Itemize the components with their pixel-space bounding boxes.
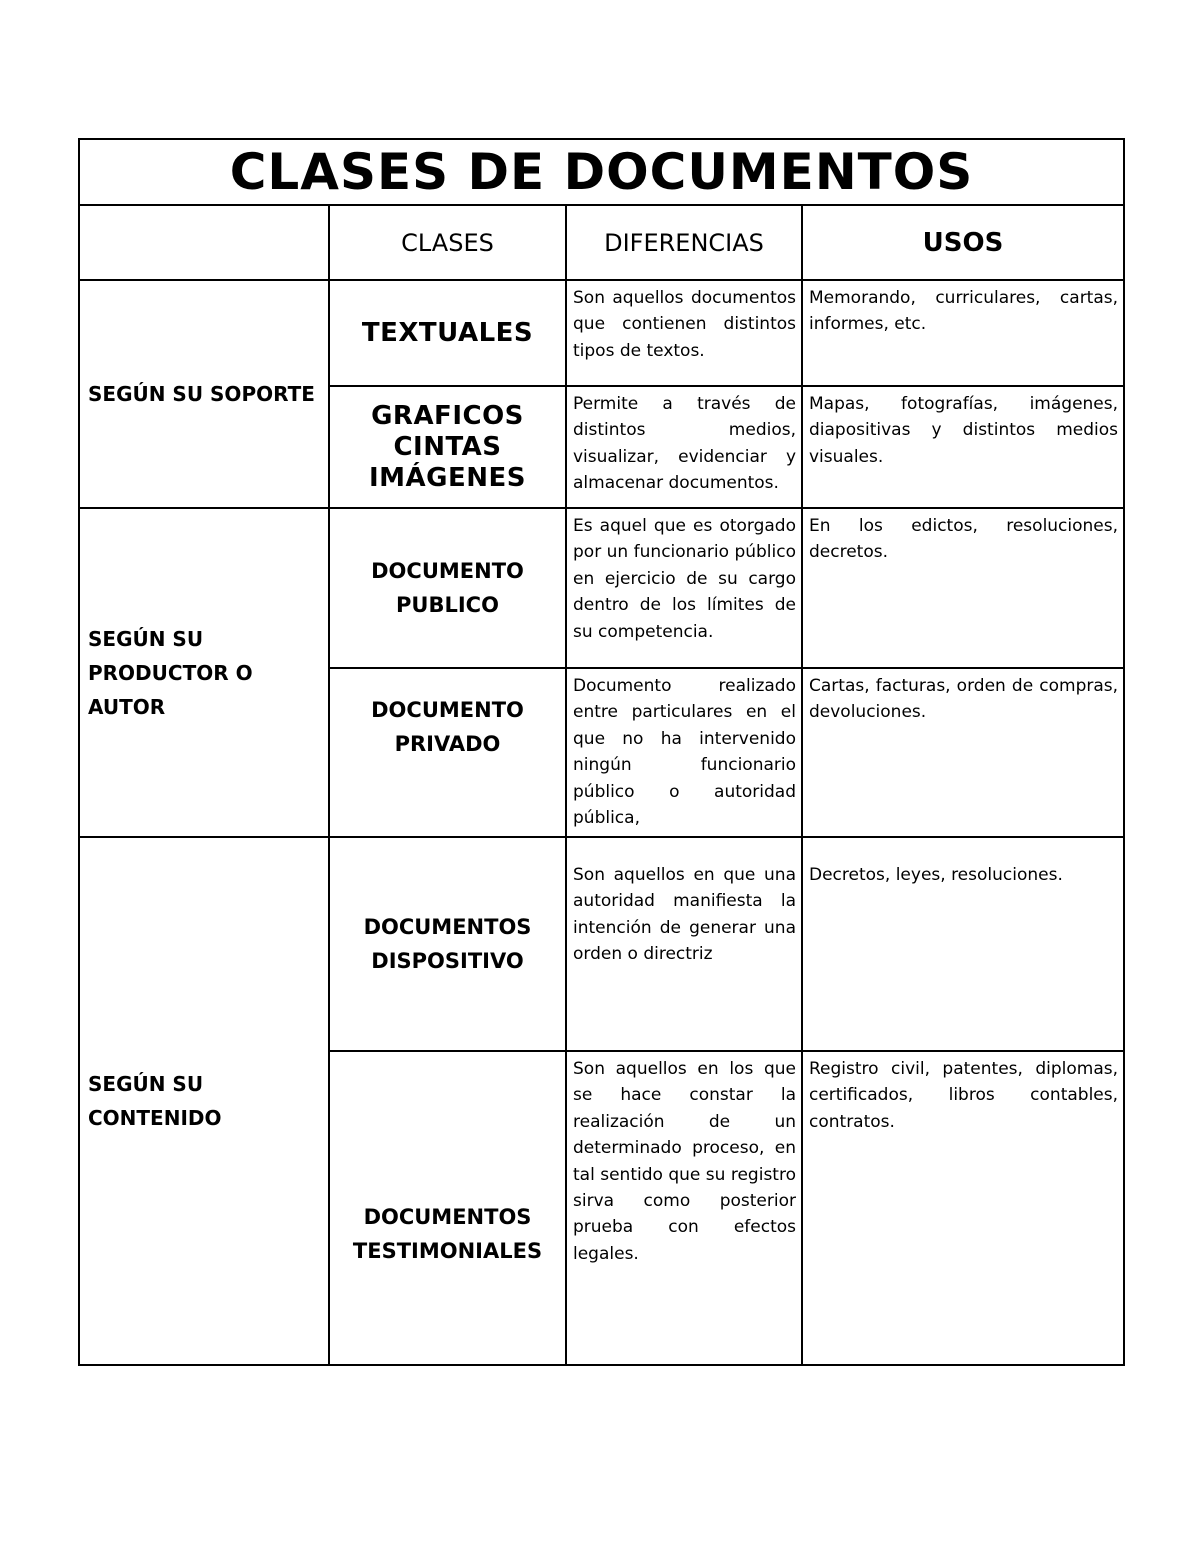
class-documento-privado	[329, 668, 566, 837]
usos-publico: En los edictos, resoluciones, decretos.	[802, 508, 1124, 668]
header-diferencias: DIFERENCIAS	[566, 205, 802, 280]
class-label-line: PUBLICO	[396, 593, 499, 617]
class-documentos-dispositivo	[329, 837, 566, 1051]
group-label-line: SEGÚN SU	[88, 1072, 204, 1096]
class-label-line: DISPOSITIVO	[371, 949, 524, 973]
diferencias-textuales: Son aquellos documentos que contienen distintos tipos de textos.	[566, 280, 802, 386]
class-textuales	[329, 280, 566, 386]
class-label-line: IMÁGENES	[368, 462, 527, 493]
document-table	[78, 138, 1125, 1366]
diferencias-dispositivo: Son aquellos en que una autoridad manifiesta la intención de generar una orden o directriz	[566, 837, 802, 1051]
group-label-productor	[79, 508, 329, 837]
group-label-line: CONTENIDO	[88, 1106, 222, 1130]
usos-textuales: Memorando, curriculares, cartas, informes, etc.	[802, 280, 1124, 386]
diferencias-publico: Es aquel que es otorgado por un funcionario público en ejercicio de su cargo dentro de los límites de su competencia.	[566, 508, 802, 668]
diferencias-privado: Documento realizado entre particulares en el que no ha intervenido ningún funcionario público o autoridad pública,	[566, 668, 802, 837]
group-label-contenido	[79, 837, 329, 1365]
usos-graficos: Mapas, fotografías, imágenes, diapositivas y distintos medios visuales.	[802, 386, 1124, 508]
class-label-line: PRIVADO	[394, 732, 501, 756]
class-documentos-testimoniales	[329, 1051, 566, 1365]
header-clases: CLASES	[329, 205, 566, 280]
class-graficos	[329, 386, 566, 508]
usos-testimoniales: Registro civil, patentes, diplomas, certificados, libros contables, contratos.	[802, 1051, 1124, 1365]
class-label-line: DOCUMENTO	[371, 698, 524, 722]
group-label-line: SEGÚN SU	[88, 626, 204, 651]
diferencias-testimoniales: Son aquellos en los que se hace constar la realización de un determinado proceso, en tal sentido que su registro sirva como posterior prueba con efectos legales.	[566, 1051, 802, 1365]
usos-dispositivo: Decretos, leyes, resoluciones.	[802, 837, 1124, 1051]
diferencias-graficos: Permite a través de distintos medios, visualizar, evidenciar y almacenar documentos.	[566, 386, 802, 508]
group-label-text: SEGÚN SU SOPORTE	[88, 382, 315, 406]
class-label-line: DOCUMENTOS	[363, 915, 532, 939]
class-label-line: DOCUMENTOS	[363, 1205, 532, 1229]
header-usos: USOS	[802, 205, 1124, 280]
class-label-line: CINTAS	[393, 431, 502, 462]
class-label-line: GRAFICOS	[371, 400, 524, 431]
usos-privado: Cartas, facturas, orden de compras, devoluciones.	[802, 668, 1124, 837]
page-title: CLASES DE DOCUMENTOS	[79, 139, 1124, 205]
group-label-line: PRODUCTOR O AUTOR	[88, 660, 253, 719]
class-label-line: TEXTUALES	[361, 317, 534, 348]
header-blank	[79, 205, 329, 280]
class-label-line: TESTIMONIALES	[352, 1239, 543, 1263]
class-label-line: DOCUMENTO	[371, 559, 524, 583]
group-label-soporte	[79, 280, 329, 508]
class-documento-publico	[329, 508, 566, 668]
